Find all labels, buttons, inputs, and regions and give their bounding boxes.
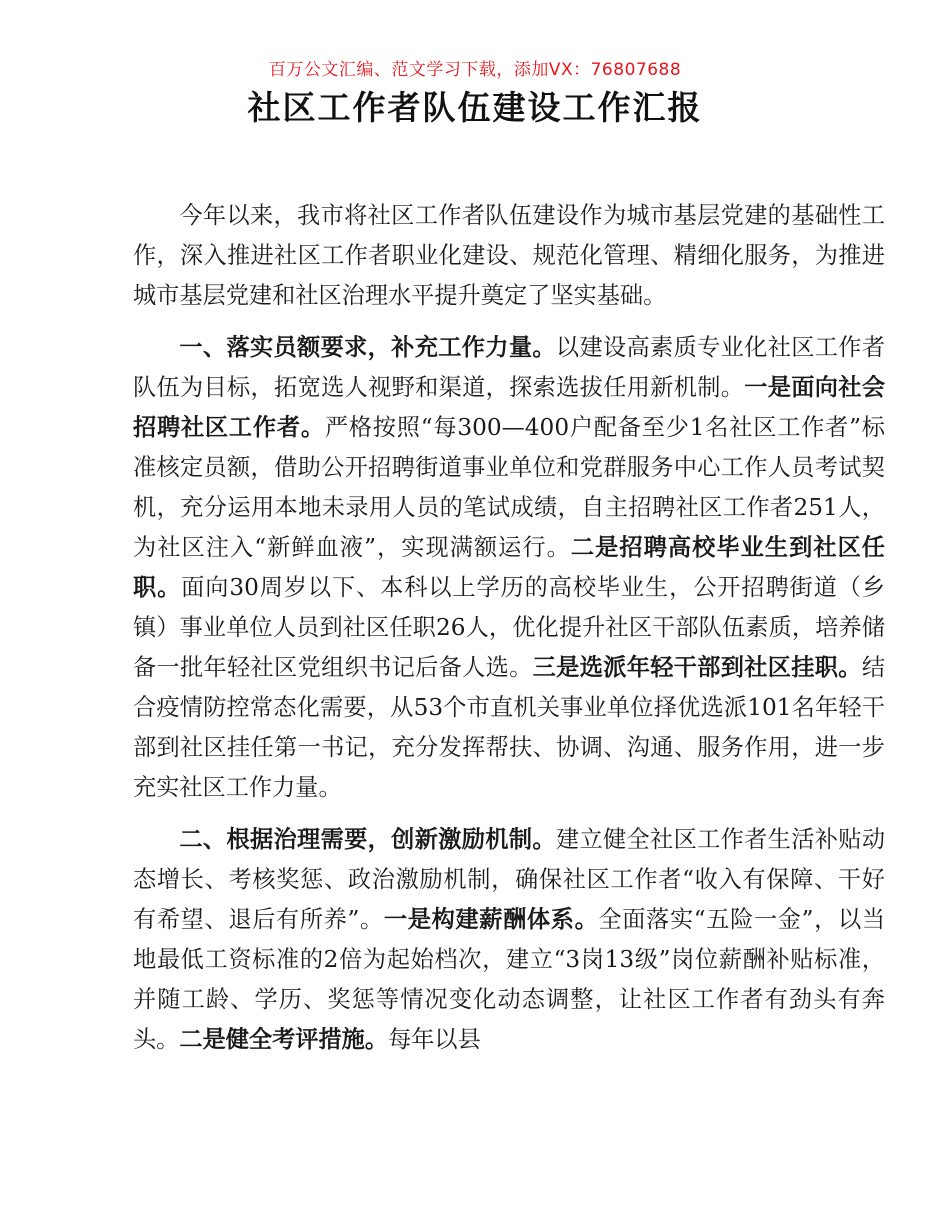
section-2-item-1-label: 一是构建薪酬体系。 xyxy=(383,906,599,933)
section-2-item-2-text: 每年以县 xyxy=(388,1026,481,1053)
document-body xyxy=(133,196,885,1072)
section-2-item-1-text: 全面落实“五险一金”，以当地最低工资标准的2倍为起始档次，建立“3岗13级”岗位薪酬补贴标准，并随工龄、学历、奖惩等情况变化动态调整，让社区工作者有劲头有奔头。 xyxy=(133,906,886,1053)
section-1-item-2-label: 二是招聘高校毕业生到社区任职。 xyxy=(133,534,885,601)
section-1-item-1-label: 一是面向社会招聘社区工作者。 xyxy=(133,374,886,441)
document-title: 社区工作者队伍建设工作汇报 xyxy=(247,88,703,127)
section-1-item-3-label: 三是选派年轻干部到社区挂职。 xyxy=(532,654,862,681)
header-note: 百万公文汇编、范文学习下载，添加VX：76807688 xyxy=(268,60,682,80)
section-1-lead: 以建设高素质专业化社区工作者队伍为目标，拓宽选人视野和渠道，探索选拔任用新机制。 xyxy=(133,334,886,401)
section-2-paragraph xyxy=(133,820,885,1060)
section-2-item-2-label: 二是健全考评措施。 xyxy=(179,1026,389,1053)
section-1-item-1-text: 严格按照“每300—400户配备至少1名社区工作者”标准核定员额，借助公开招聘街道事业单位和党群服务中心工作人员考试契机，充分运用本地未录用人员的笔试成绩，自主招聘社区工作者251人，为社区注入“新鲜血液”，实现满额运行。 xyxy=(133,414,885,561)
section-1-item-3-text: 结合疫情防控常态化需要，从53个市直机关事业单位择优选派101名年轻干部到社区挂任第一书记，充分发挥帮扶、协调、沟通、服务作用，进一步充实社区工作力量。 xyxy=(133,654,885,801)
section-2-heading: 二、根据治理需要，创新激励机制。 xyxy=(179,826,556,853)
section-1-item-2-text: 面向30周岁以下、本科以上学历的高校毕业生，公开招聘街道（乡镇）事业单位人员到社区任职26人，优化提升社区干部队伍素质，培养储备一批年轻社区党组织书记后备人选。 xyxy=(133,574,885,681)
section-2-lead: 建立健全社区工作者生活补贴动态增长、考核奖惩、政治激励机制，确保社区工作者“收入有保障、干好有希望、退后有所养”。 xyxy=(133,826,886,933)
section-1-paragraph xyxy=(133,328,885,808)
intro-text: 今年以来，我市将社区工作者队伍建设作为城市基层党建的基础性工作，深入推进社区工作者职业化建设、规范化管理、精细化服务，为推进城市基层党建和社区治理水平提升奠定了坚实基础。 xyxy=(133,202,885,309)
section-1-heading: 一、落实员额要求，补充工作力量。 xyxy=(179,334,556,361)
intro-paragraph xyxy=(133,196,885,316)
